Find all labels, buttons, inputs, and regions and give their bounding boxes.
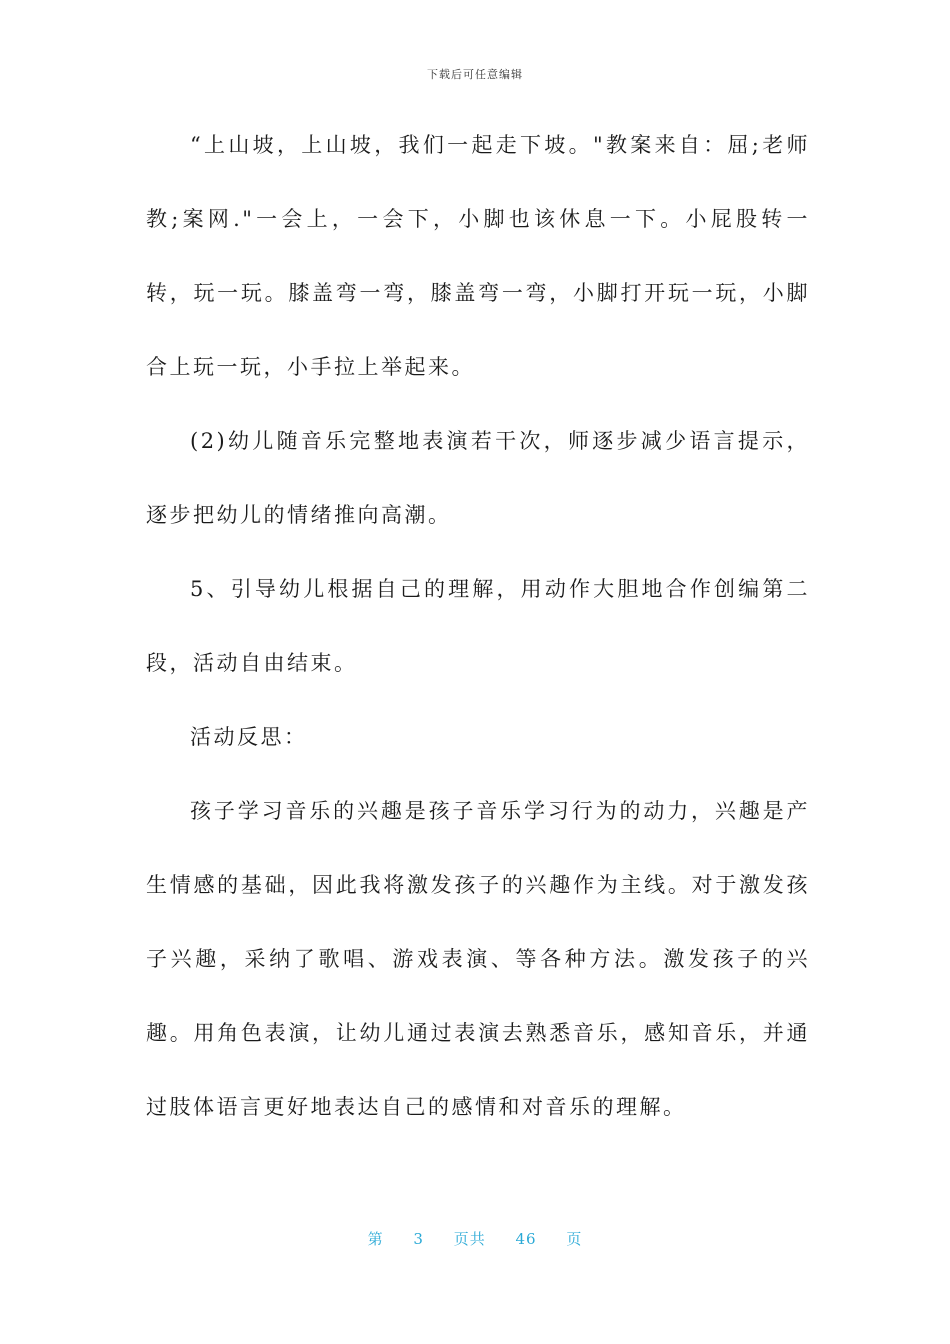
footer-page-word: 页共	[453, 1230, 486, 1248]
paragraph-step-5: 5、引导幼儿根据自己的理解，用动作大胆地合作创编第二段，活动自由结束。	[146, 577, 810, 675]
page-footer	[0, 1228, 950, 1249]
footer-current-page: 3	[413, 1230, 424, 1248]
paragraph-song-lyrics: “上山坡，上山坡，我们一起走下坡。"教案来自：屈;老师教;案网."一会上，一会下，小脚也该休息一下。小屁股转一转，玩一玩。膝盖弯一弯，膝盖弯一弯，小脚打开玩一玩，小脚合上玩一玩，小手拉上举起来。	[146, 133, 810, 379]
footer-total-pages: 46	[515, 1230, 537, 1248]
footer-page-end: 页	[566, 1230, 583, 1248]
section-heading-reflection: 活动反思：	[190, 725, 308, 749]
footer-page-label: 第	[367, 1230, 384, 1248]
paragraph-step-2: (2)幼儿随音乐完整地表演若干次，师逐步减少语言提示，逐步把幼儿的情绪推向高潮。	[146, 429, 810, 527]
paragraph-reflection: 孩子学习音乐的兴趣是孩子音乐学习行为的动力，兴趣是产生情感的基础，因此我将激发孩子的兴趣作为主线。对于激发孩子兴趣，采纳了歌唱、游戏表演、等各种方法。激发孩子的兴趣。用角色表演，让幼儿通过表演去熟悉音乐，感知音乐，并通过肢体语言更好地表达自己的感情和对音乐的理解。	[146, 799, 810, 1119]
page-header: 下载后可任意编辑	[427, 68, 523, 81]
document-body	[146, 108, 810, 1144]
